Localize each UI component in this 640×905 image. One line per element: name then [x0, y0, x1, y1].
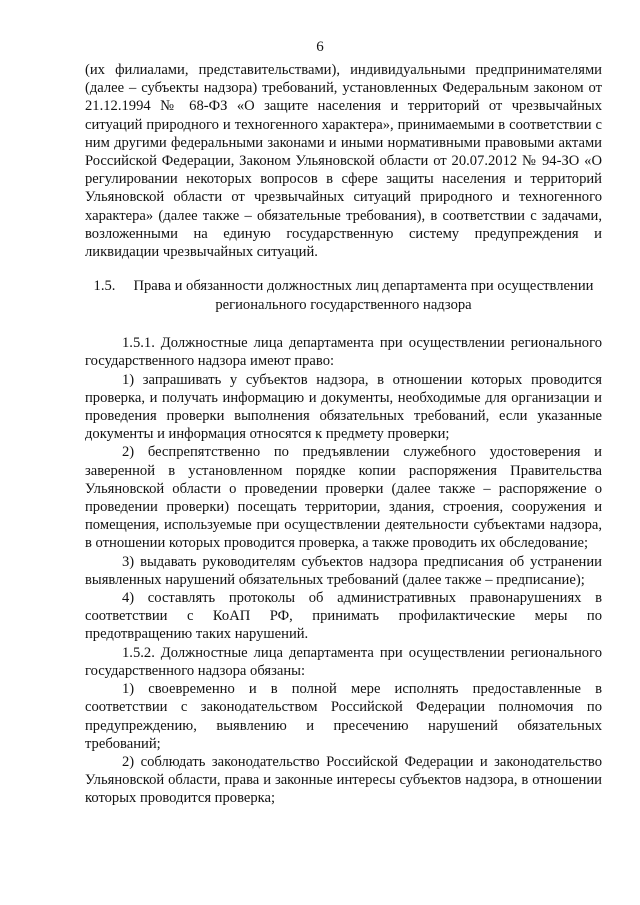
document-body — [85, 61, 602, 808]
list-item-duty-2: 2) соблюдать законодательство Российской Федерации и законодательство Ульяновской области, права и законные интересы субъектов надзора, в отношении которых проводится проверка; — [85, 753, 602, 807]
list-item-right-1: 1) запрашивать у субъектов надзора, в отношении которых проводится проверка, и получать информацию и документы, необходимые для организации и проведения проверки выполнения обязательных требований, если указанные документы и информация относятся к предмету проверки; — [85, 371, 602, 443]
page-number: 6 — [316, 39, 324, 55]
paragraph-1-5-2: 1.5.2. Должностные лица департамента при осуществлении регионального государственного надзора обязаны: — [85, 644, 602, 679]
list-item-right-3: 3) выдавать руководителям субъектов надзора предписания об устранении выявленных нарушений обязательных требований (далее также – предписание); — [85, 553, 602, 588]
list-item-right-2: 2) беспрепятственно по предъявлении служебного удостоверения и заверенной в установленном порядке копии распоряжения Правительства Ульяновской области о проведении проверки (далее также – распоряжение о проведении проверки) посещать территории, здания, строения, сооружения и помещения, используемые при осуществлении деятельности субъектами надзора, в отношении которых проводится проверка, а также проводить их обследование; — [85, 444, 602, 552]
list-item-duty-1: 1) своевременно и в полной мере исполнять предоставленные в соответствии с законодательством Российской Федерации полномочия по предупреждению, выявлению и пресечению нарушений обязательных требований; — [85, 681, 602, 752]
section-heading — [85, 277, 602, 314]
section-number: 1.5. — [93, 278, 116, 295]
paragraph-1-5-1: 1.5.1. Должностные лица департамента при осуществлении регионального государственного надзора имеют право: — [85, 335, 602, 370]
section-title: Права и обязанности должностных лиц департамента при осуществлении регионального государственного надзора — [133, 278, 594, 313]
list-item-right-4: 4) составлять протоколы об административных правонарушениях в соответствии с КоАП РФ, принимать профилактические меры по предотвращению таких нарушений. — [85, 590, 602, 643]
paragraph-continuation: (их филиалами, представительствами), индивидуальными предпринимателями (далее – субъекты надзора) требований, установленных Федеральным законом от 21.12.1994 № 68-ФЗ «О защите населения и территорий от чрезвычайных ситуаций природного и техногенного характера», принимаемыми в соответствии с ним другими федеральными законами и иными нормативными правовыми актами Российской Федерации, Законом Ульяновской области от 20.07.2012 № 94-ЗО «О регулировании некоторых вопросов в сфере защиты населения и территорий Ульяновской области от чрезвычайных ситуаций природного и техногенного характера» (далее также – обязательные требования), в соответствии с задачами, возложенными на единую государственную систему предупреждения и ликвидации чрезвычайных ситуаций. — [85, 62, 602, 261]
